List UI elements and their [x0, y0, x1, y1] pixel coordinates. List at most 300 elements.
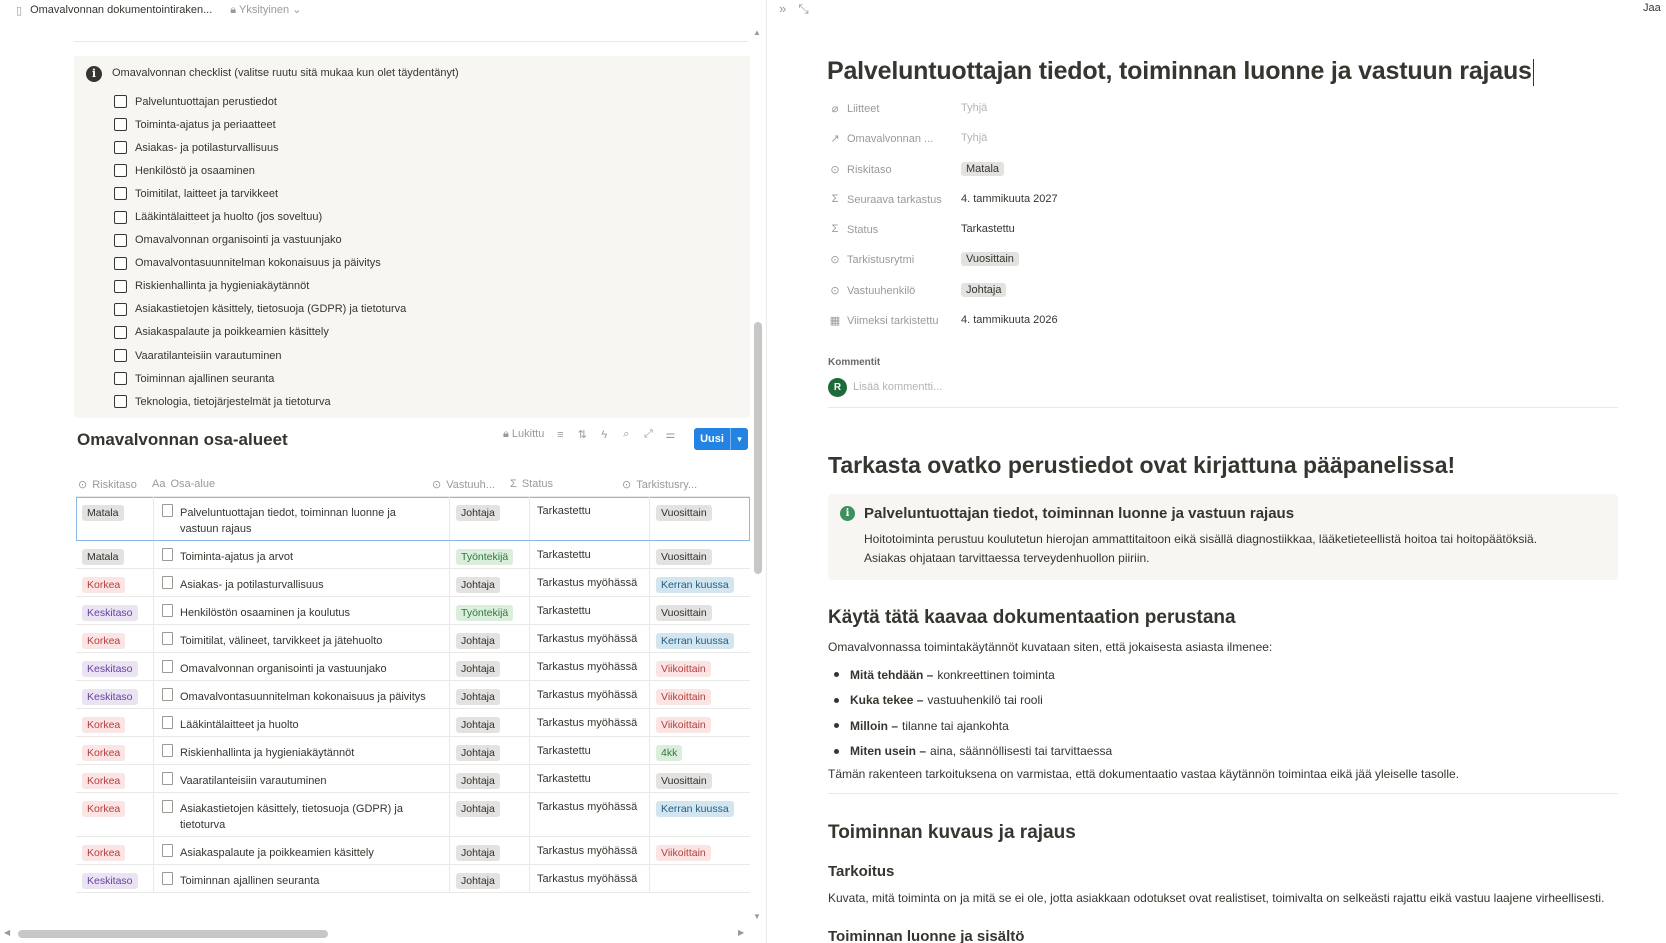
status-text: Tarkastus myöhässä	[537, 689, 638, 701]
scroll-up-arrow-icon[interactable]: ▲	[753, 28, 761, 37]
table-row[interactable]	[76, 737, 750, 765]
checklist-item-label: Palveluntuottajan perustiedot	[135, 95, 277, 108]
checklist-item[interactable]	[114, 252, 406, 275]
property-row[interactable]	[828, 307, 1618, 337]
select-icon: ⊙	[78, 479, 88, 491]
status-text: Tarkastettu	[537, 773, 591, 785]
checklist-item[interactable]	[114, 229, 406, 252]
select-icon: ⊙	[830, 163, 840, 176]
cell-risk[interactable]	[76, 709, 154, 736]
checkbox[interactable]	[114, 303, 127, 316]
cell-name[interactable]	[154, 681, 450, 708]
status-text: Tarkastus myöhässä	[537, 873, 638, 885]
cell-name[interactable]	[154, 497, 450, 540]
property-value[interactable]: 4. tammikuuta 2027	[961, 192, 1058, 205]
column-header-name[interactable]	[152, 478, 442, 490]
cell-owner[interactable]	[450, 709, 530, 736]
new-button[interactable]	[694, 428, 748, 450]
table-row[interactable]	[76, 681, 750, 709]
cell-rhythm[interactable]	[650, 625, 750, 652]
privacy-label: Yksityinen	[239, 4, 290, 16]
checkbox[interactable]	[114, 187, 127, 200]
checklist-item[interactable]	[114, 367, 406, 390]
checkbox[interactable]	[114, 280, 127, 293]
cell-risk[interactable]	[76, 765, 154, 792]
property-name[interactable]: Status	[847, 224, 879, 237]
cell-rhythm[interactable]	[650, 569, 750, 596]
property-value[interactable]: Tyhjä	[961, 132, 988, 145]
checkbox[interactable]	[114, 118, 127, 131]
database-toolbar	[503, 428, 676, 441]
avatar: R	[828, 378, 847, 397]
cell-owner[interactable]	[450, 497, 530, 540]
cell-owner[interactable]	[450, 837, 530, 864]
table-row[interactable]	[76, 541, 750, 569]
cell-owner[interactable]	[450, 569, 530, 596]
checklist-item-label: Henkilöstö ja osaaminen	[135, 164, 255, 177]
row-title[interactable]: Riskienhallinta ja hygieniakäytännöt	[180, 747, 355, 759]
cell-risk[interactable]	[76, 569, 154, 596]
select-icon: ⊙	[622, 479, 632, 491]
rhythm-tag: Kerran kuussa	[656, 633, 734, 649]
page-icon	[162, 872, 173, 885]
risk-tag: Korkea	[82, 577, 125, 593]
risk-tag: Korkea	[82, 717, 125, 733]
checkbox[interactable]	[114, 257, 127, 270]
cell-rhythm[interactable]	[650, 597, 750, 624]
checklist-item-label: Omavalvontasuunnitelman kokonaisuus ja päivitys	[135, 257, 381, 270]
table-row[interactable]	[76, 625, 750, 653]
cell-risk[interactable]	[76, 625, 154, 652]
table-row[interactable]	[76, 765, 750, 793]
row-title[interactable]: Asiakastietojen käsittely, tietosuoja (GDPR) ja tietoturva	[180, 803, 403, 831]
purpose-heading: Tarkoitus	[828, 863, 895, 880]
cell-owner[interactable]	[450, 541, 530, 568]
scroll-down-arrow-icon[interactable]: ▼	[753, 912, 761, 921]
vertical-scroll-thumb[interactable]	[754, 322, 762, 574]
relation-arrow-icon: ↗	[830, 133, 840, 146]
cell-risk[interactable]	[76, 865, 154, 892]
checklist-item-label: Omavalvonnan organisointi ja vastuunjako	[135, 234, 342, 247]
formula-icon: Σ	[831, 223, 839, 236]
page-icon	[162, 744, 173, 757]
cell-status	[530, 653, 650, 680]
property-value[interactable]: Vuosittain	[961, 252, 1019, 266]
comment-input[interactable]: Lisää kommentti...	[853, 381, 943, 393]
cell-rhythm[interactable]	[650, 865, 750, 892]
callout-text: Asiakas ohjataan tarvittaessa terveydenhuollon piiriin.	[864, 551, 1150, 565]
owner-tag: Johtaja	[456, 717, 500, 733]
cell-risk[interactable]	[76, 793, 154, 836]
cell-owner[interactable]	[450, 653, 530, 680]
new-button-label: Uusi	[700, 433, 724, 445]
cell-status	[530, 597, 650, 624]
risk-tag: Korkea	[82, 801, 125, 817]
checklist-item[interactable]	[114, 182, 406, 205]
page-icon	[162, 632, 173, 645]
peek-controls	[779, 1, 809, 17]
checklist-item[interactable]	[114, 321, 406, 344]
row-title[interactable]: Omavalvontasuunnitelman kokonaisuus ja päivitys	[180, 691, 426, 703]
table-header	[76, 473, 750, 497]
settings-icon[interactable]: ⚌	[665, 429, 676, 441]
risk-tag: Korkea	[82, 633, 125, 649]
column-header-owner[interactable]	[432, 478, 512, 491]
table-body	[76, 497, 750, 893]
property-name[interactable]: Liitteet	[847, 103, 880, 115]
cell-owner[interactable]	[450, 625, 530, 652]
table-row[interactable]	[76, 709, 750, 737]
cell-name[interactable]	[154, 625, 450, 652]
risk-tag: Korkea	[82, 773, 125, 789]
column-label: Tarkistusry...	[636, 478, 698, 491]
owner-tag: Johtaja	[456, 505, 500, 521]
checklist-item[interactable]	[114, 205, 406, 228]
sort-icon[interactable]: ⇅	[577, 429, 587, 441]
column-header-risk[interactable]	[78, 478, 152, 491]
row-title[interactable]: Omavalvonnan organisointi ja vastuunjako	[180, 663, 387, 675]
property-row[interactable]	[828, 156, 1618, 186]
cell-name[interactable]	[154, 837, 450, 864]
risk-tag: Keskitaso	[82, 873, 138, 889]
checklist-item[interactable]	[114, 344, 406, 367]
column-header-rhythm[interactable]	[622, 478, 718, 491]
checklist-item[interactable]	[114, 275, 406, 298]
status-text: Tarkastus myöhässä	[537, 845, 638, 857]
checklist-item-label: Lääkintälaitteet ja huolto (jos soveltuu)	[135, 211, 323, 224]
formula-purpose: Tämän rakenteen tarkoituksena on varmistaa, että dokumentaatio vastaa käytännön toimintaa eikä jää yleiselle tasolle.	[828, 767, 1460, 781]
horizontal-scroll-thumb[interactable]	[18, 930, 328, 938]
cell-rhythm[interactable]	[650, 497, 750, 540]
cell-name[interactable]	[154, 597, 450, 624]
bullet-list	[834, 662, 1112, 764]
document-icon: ▯	[16, 4, 23, 17]
row-title[interactable]: Toiminnan ajallinen seuranta	[180, 875, 320, 887]
page-icon	[162, 504, 173, 517]
info-icon: i	[86, 66, 102, 82]
formula-intro: Omavalvonnassa toimintakäytännöt kuvataan siten, että jokaisesta asiasta ilmenee:	[828, 640, 1273, 654]
risk-tag: Korkea	[82, 845, 125, 861]
page-icon	[162, 688, 173, 701]
property-value[interactable]: 4. tammikuuta 2026	[961, 314, 1058, 327]
page-icon	[162, 548, 173, 561]
purpose-text: Kuvata, mitä toiminta on ja mitä se ei ole, jotta asiakkaan odotukset ovat realistiset, toimivalta on selkeästi rajattu eikä vastuu laajene virheellisesti.	[828, 891, 1605, 905]
property-value[interactable]: Matala	[961, 162, 1004, 176]
database-title[interactable]: Omavalvonnan osa-alueet	[77, 430, 288, 449]
cell-risk[interactable]	[76, 541, 154, 568]
expand-icon[interactable]: ⤢	[643, 428, 653, 440]
checklist-item[interactable]	[114, 159, 406, 182]
cell-risk[interactable]	[76, 737, 154, 764]
property-value[interactable]: Tarkastettu	[961, 223, 1015, 236]
cell-name[interactable]	[154, 793, 450, 836]
owner-tag: Johtaja	[456, 745, 500, 761]
bullet-item	[834, 688, 1112, 714]
properties-list	[828, 95, 1618, 337]
cell-rhythm[interactable]	[650, 541, 750, 568]
status-text: Tarkastettu	[537, 505, 591, 517]
cell-name[interactable]	[154, 653, 450, 680]
cell-name[interactable]	[154, 737, 450, 764]
bullet-item	[834, 739, 1112, 765]
cell-status	[530, 793, 650, 836]
checkbox[interactable]	[114, 372, 127, 385]
table-row[interactable]	[76, 793, 750, 837]
cell-name[interactable]	[154, 541, 450, 568]
cell-rhythm[interactable]	[650, 681, 750, 708]
property-name[interactable]: Seuraava tarkastus	[847, 193, 942, 206]
cell-name[interactable]	[154, 765, 450, 792]
checkbox[interactable]	[114, 234, 127, 247]
chevron-down-icon[interactable]: ▾	[737, 433, 742, 444]
page-title-text: Palveluntuottajan tiedot, toiminnan luonne ja vastuun rajaus	[827, 57, 1532, 85]
cell-rhythm[interactable]	[650, 653, 750, 680]
status-text: Tarkastus myöhässä	[537, 661, 638, 673]
checklist-item-label: Teknologia, tietojärjestelmät ja tietoturva	[135, 395, 331, 408]
owner-tag: Johtaja	[456, 577, 500, 593]
cell-rhythm[interactable]	[650, 765, 750, 792]
title-property-icon: Aa	[152, 478, 166, 490]
select-icon: ⊙	[830, 254, 840, 267]
checklist-item-label: Asiakaspalaute ja poikkeamien käsittely	[135, 326, 329, 339]
rhythm-tag: Vuosittain	[656, 549, 712, 565]
filter-icon[interactable]: ≡	[557, 428, 564, 441]
cell-name[interactable]	[154, 569, 450, 596]
checkbox[interactable]	[114, 141, 127, 154]
row-title[interactable]: Asiakaspalaute ja poikkeamien käsittely	[180, 847, 374, 859]
lock-label: Lukittu	[511, 428, 545, 440]
info-icon: i	[840, 506, 855, 521]
rhythm-tag: 4kk	[656, 745, 682, 761]
divider	[828, 793, 1618, 794]
cell-status	[530, 541, 650, 568]
cell-risk[interactable]	[76, 497, 154, 540]
cell-risk[interactable]	[76, 837, 154, 864]
cell-name[interactable]	[154, 865, 450, 892]
cell-rhythm[interactable]	[650, 709, 750, 736]
checklist-item[interactable]	[114, 136, 406, 159]
cell-status	[530, 681, 650, 708]
row-title[interactable]: Toiminta-ajatus ja arvot	[180, 551, 294, 563]
description-heading: Toiminnan kuvaus ja rajaus	[828, 822, 1076, 843]
cell-status	[530, 765, 650, 792]
cell-rhythm[interactable]	[650, 837, 750, 864]
table-row[interactable]	[76, 653, 750, 681]
bullet-text: vastuuhenkilö tai rooli	[927, 693, 1043, 708]
checkbox[interactable]	[114, 349, 127, 362]
column-label: Status	[521, 478, 553, 490]
lock-button[interactable]	[503, 428, 544, 441]
cell-rhythm[interactable]	[650, 737, 750, 764]
property-name[interactable]: Omavalvonnan ...	[847, 133, 934, 146]
property-row[interactable]	[828, 125, 1618, 155]
search-icon[interactable]: ⌕	[623, 428, 630, 440]
select-icon: ⊙	[432, 479, 442, 491]
cell-rhythm[interactable]	[650, 793, 750, 836]
table-row[interactable]	[76, 569, 750, 597]
info-callout	[828, 494, 1618, 580]
column-label: Vastuuh...	[446, 478, 495, 491]
divider	[74, 41, 748, 42]
column-label: Riskitaso	[92, 478, 137, 491]
formula-icon: Σ	[831, 192, 839, 205]
row-title[interactable]: Henkilöstön osaaminen ja koulutus	[180, 607, 350, 619]
bullet-dot	[834, 672, 839, 677]
main-page-pane	[0, 0, 766, 943]
checklist-title: Omavalvonnan checklist (valitse ruutu sitä mukaa kun olet täydentänyt)	[112, 67, 459, 79]
checkbox[interactable]	[114, 395, 127, 408]
automation-icon[interactable]: ϟ	[601, 428, 608, 441]
rhythm-tag: Viikoittain	[656, 717, 711, 733]
row-title[interactable]: Vaaratilanteisiin varautuminen	[180, 775, 327, 787]
property-row[interactable]	[828, 95, 1618, 125]
checklist-item[interactable]	[114, 113, 406, 136]
row-title[interactable]: Lääkintälaitteet ja huolto	[180, 719, 299, 731]
rhythm-tag: Vuosittain	[656, 605, 712, 621]
paperclip-icon: ⌀	[831, 103, 839, 115]
cell-owner[interactable]	[450, 597, 530, 624]
open-full-page-icon[interactable]: ⤡	[798, 1, 809, 16]
cell-risk[interactable]	[76, 681, 154, 708]
text-cursor	[1533, 59, 1535, 86]
cell-name[interactable]	[154, 709, 450, 736]
risk-tag: Korkea	[82, 745, 125, 761]
cell-owner[interactable]	[450, 765, 530, 792]
page-icon	[162, 800, 173, 813]
row-title[interactable]: Palveluntuottajan tiedot, toiminnan luonne ja vastuun rajaus	[180, 507, 396, 535]
bullet-dot	[834, 723, 839, 728]
bullet-bold: Mitä tehdään –	[850, 667, 934, 682]
cell-risk[interactable]	[76, 597, 154, 624]
page-icon	[162, 660, 173, 673]
checkbox[interactable]	[114, 326, 127, 339]
table-row[interactable]	[76, 837, 750, 865]
page-icon	[162, 604, 173, 617]
row-title[interactable]: Toimitilat, välineet, tarvikkeet ja jätehuolto	[180, 635, 383, 647]
checklist-callout	[74, 56, 750, 418]
page-title[interactable]	[827, 57, 1534, 86]
status-text: Tarkastus myöhässä	[537, 577, 638, 589]
checklist-item[interactable]	[114, 298, 406, 321]
checkbox[interactable]	[114, 95, 127, 108]
property-name[interactable]: Vastuuhenkilö	[847, 284, 916, 297]
callout-title: Palveluntuottajan tiedot, toiminnan luonne ja vastuun rajaus	[864, 505, 1295, 522]
rhythm-tag: Viikoittain	[656, 845, 711, 861]
cell-owner[interactable]	[450, 793, 530, 836]
risk-tag: Matala	[82, 549, 124, 565]
cell-status	[530, 865, 650, 892]
table-row[interactable]	[76, 497, 750, 541]
cell-status	[530, 837, 650, 864]
checkbox[interactable]	[114, 211, 127, 224]
scroll-left-arrow-icon[interactable]: ◀	[4, 928, 11, 937]
rhythm-tag: Vuosittain	[656, 773, 712, 789]
cell-status	[530, 497, 650, 540]
property-row[interactable]	[828, 277, 1618, 307]
bullet-item	[834, 662, 1112, 688]
property-row[interactable]	[828, 216, 1618, 246]
bullet-dot	[834, 749, 839, 754]
bullet-text: aina, säännöllisesti tai tarvittaessa	[930, 744, 1113, 759]
status-text: Tarkastettu	[537, 605, 591, 617]
column-label: Osa-alue	[170, 478, 216, 490]
property-row[interactable]	[828, 246, 1618, 276]
checklist-item[interactable]	[114, 90, 406, 113]
cell-status	[530, 625, 650, 652]
checklist-item[interactable]	[114, 390, 406, 413]
risk-tag: Matala	[82, 505, 124, 521]
rhythm-tag: Viikoittain	[656, 689, 711, 705]
bullet-bold: Miten usein –	[850, 744, 927, 759]
risk-tag: Keskitaso	[82, 605, 138, 621]
bullet-text: tilanne tai ajankohta	[902, 718, 1009, 733]
owner-tag: Johtaja	[456, 689, 500, 705]
owner-tag: Johtaja	[456, 773, 500, 789]
checklist	[114, 90, 406, 413]
owner-tag: Johtaja	[456, 801, 500, 817]
cell-status	[530, 709, 650, 736]
page-icon	[162, 844, 173, 857]
breadcrumb-doc-title[interactable]: Omavalvonnan dokumentointiraken...	[30, 4, 213, 16]
cell-status	[530, 569, 650, 596]
cell-owner[interactable]	[450, 681, 530, 708]
bullet-text: konkreettinen toiminta	[937, 667, 1055, 682]
cell-risk[interactable]	[76, 653, 154, 680]
property-name[interactable]: Tarkistusrytmi	[847, 254, 915, 267]
scroll-right-arrow-icon[interactable]: ▶	[738, 928, 745, 937]
checklist-item-label: Toiminnan ajallinen seuranta	[135, 372, 275, 385]
owner-tag: Johtaja	[456, 845, 500, 861]
checklist-item-label: Toiminta-ajatus ja periaatteet	[135, 118, 276, 131]
side-peek-pane	[767, 0, 1666, 943]
status-text: Tarkastettu	[537, 549, 591, 561]
status-text: Tarkastus myöhässä	[537, 633, 638, 645]
property-name[interactable]: Viimeksi tarkistettu	[847, 315, 939, 328]
table-row[interactable]	[76, 597, 750, 625]
checklist-item-label: Vaaratilanteisiin varautuminen	[135, 349, 282, 362]
status-text: Tarkastettu	[537, 745, 591, 757]
check-heading: Tarkasta ovatko perustiedot ovat kirjattuna pääpanelissa!	[828, 452, 1456, 478]
close-peek-icon[interactable]: »	[779, 1, 787, 16]
page-icon	[162, 576, 173, 589]
status-text: Tarkastus myöhässä	[537, 801, 638, 813]
checklist-item-label: Asiakas- ja potilasturvallisuus	[135, 141, 279, 154]
table-row[interactable]	[76, 865, 750, 893]
owner-tag: Johtaja	[456, 661, 500, 677]
share-button[interactable]: Jaa	[1643, 2, 1661, 14]
property-name[interactable]: Riskitaso	[847, 163, 892, 176]
rhythm-tag: Kerran kuussa	[656, 577, 734, 593]
property-value[interactable]: Johtaja	[961, 283, 1006, 297]
bullet-item	[834, 713, 1112, 739]
property-row[interactable]	[828, 186, 1618, 216]
row-title[interactable]: Asiakas- ja potilasturvallisuus	[180, 579, 324, 591]
checkbox[interactable]	[114, 164, 127, 177]
bullet-bold: Kuka tekee –	[850, 693, 924, 708]
column-header-status[interactable]	[510, 478, 620, 490]
property-value[interactable]: Tyhjä	[961, 102, 988, 114]
checklist-item-label: Asiakastietojen käsittely, tietosuoja (GDPR) ja tietoturva	[135, 303, 407, 316]
calendar-icon: ▦	[829, 315, 841, 328]
formula-icon: Σ	[510, 478, 517, 490]
status-text: Tarkastus myöhässä	[537, 717, 638, 729]
cell-owner[interactable]	[450, 737, 530, 764]
cell-owner[interactable]	[450, 865, 530, 892]
privacy-indicator[interactable]: 🔒︎ Yksityinen ⌄	[230, 4, 302, 16]
lock-icon: 🔒︎	[503, 428, 509, 440]
nature-heading: Toiminnan luonne ja sisältö	[828, 928, 1025, 943]
rhythm-tag: Kerran kuussa	[656, 801, 734, 817]
